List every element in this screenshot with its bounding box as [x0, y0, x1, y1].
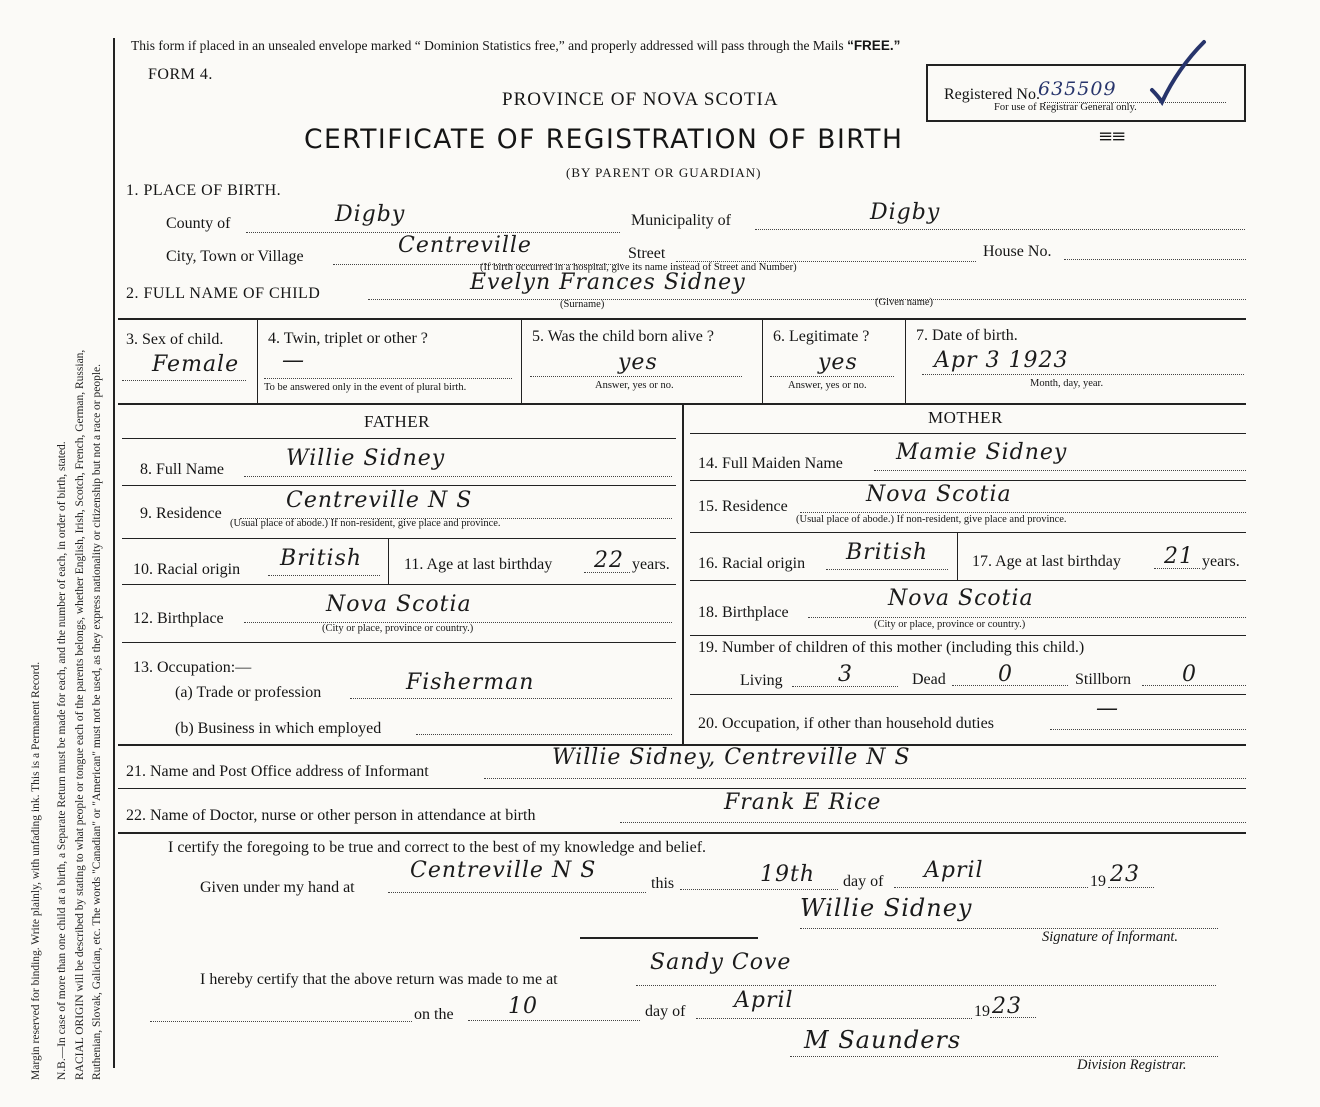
father-race-label: 10. Racial origin: [133, 561, 241, 578]
given-label: Given under my hand at: [200, 879, 355, 896]
county-value: Digby: [335, 202, 406, 227]
street-label: Street: [628, 245, 666, 262]
mail-notice: This form if placed in an unsealed envelope marked “ Dominion Statistics free,” and properly addressed will pass through the Mails “FREE.”: [131, 38, 901, 53]
margin-note-racial-origin: RACIAL ORIGIN will be described by stating to what people or tongue each of the parents belongs, whether English, Irish, Scotch, French, German, Russian,: [74, 349, 86, 1080]
mother-residence-value: Nova Scotia: [866, 482, 1012, 507]
informant-label: 21. Name and Post Office address of Informant: [126, 763, 429, 780]
place-of-birth-heading: 1. PLACE OF BIRTH.: [126, 182, 282, 199]
margin-note-binding: Margin reserved for binding. Write plainly, with unfading ink. This is a Permanent Record.: [30, 661, 42, 1080]
registrar-month-value: April: [734, 988, 794, 1013]
doctor-label: 22. Name of Doctor, nurse or other person in attendance at birth: [126, 807, 536, 824]
parents-divider: [682, 404, 684, 744]
page-subtitle: (BY PARENT OR GUARDIAN): [566, 165, 762, 180]
mother-occupation-value: —: [1096, 696, 1119, 721]
father-heading: FATHER: [364, 412, 430, 431]
father-name-label: 8. Full Name: [140, 461, 224, 478]
father-age-value: 22: [594, 548, 624, 573]
certify-year-prefix: 19: [1090, 873, 1106, 890]
certify-year-value: 23: [1110, 862, 1140, 887]
stillborn-value: 0: [1182, 662, 1197, 687]
certify-day-label: day of: [843, 873, 884, 890]
surname-note: (Surname): [560, 299, 605, 310]
father-age-label: 11. Age at last birthday: [404, 556, 553, 573]
informant-signature-label: Signature of Informant.: [1042, 929, 1179, 945]
mother-heading: MOTHER: [928, 408, 1003, 427]
mother-birthplace-label: 18. Birthplace: [698, 604, 789, 621]
father-residence-value: Centreville N S: [286, 488, 473, 513]
father-residence-note: (Usual place of abode.) If non-resident, give place and province.: [230, 518, 501, 529]
registrar-year-prefix: 19: [974, 1003, 990, 1020]
margin-note-plural-births: N.B.—In case of more than one child at a birth, a Separate Return must be made for each, and the number of each, in order of birth, stated.: [56, 441, 68, 1080]
mother-race-value: British: [846, 540, 929, 565]
father-trade-label: (a) Trade or profession: [175, 684, 322, 701]
registered-label: Registered No.: [944, 86, 1040, 103]
registrar-signature: M Saunders: [804, 1026, 962, 1054]
registrar-year-value: 23: [992, 994, 1022, 1019]
mother-race-label: 16. Racial origin: [698, 555, 806, 572]
municipality-value: Digby: [870, 200, 941, 225]
scribble-mark: ≡≡: [1098, 126, 1125, 147]
mother-residence-label: 15. Residence: [698, 498, 788, 515]
father-business-label: (b) Business in which employed: [175, 720, 382, 737]
given-name-note: (Given name): [875, 297, 934, 308]
certify-text: I certify the foregoing to be true and correct to the best of my knowledge and belief.: [168, 839, 707, 856]
father-name-value: Willie Sidney: [286, 446, 446, 471]
mother-name-value: Mamie Sidney: [896, 440, 1068, 465]
living-label: Living: [740, 672, 783, 689]
mother-birthplace-note: (City or place, province or country.): [874, 619, 1026, 630]
dob-label: 7. Date of birth.: [916, 327, 1018, 344]
mother-name-label: 14. Full Maiden Name: [698, 455, 843, 472]
registrar-text: I hereby certify that the above return was made to me at: [200, 971, 558, 988]
twin-note: To be answered only in the event of plural birth.: [264, 382, 467, 393]
hospital-note: (If birth occurred in a hospital, give its name instead of Street and Number): [480, 262, 797, 273]
registrar-place-value: Sandy Cove: [650, 950, 792, 975]
father-residence-label: 9. Residence: [140, 505, 222, 522]
mother-children-label: 19. Number of children of this mother (including this child.): [698, 639, 1085, 656]
city-label: City, Town or Village: [166, 248, 304, 265]
certify-day-value: 19th: [760, 862, 816, 887]
registrar-day-value: 10: [508, 994, 538, 1019]
stillborn-label: Stillborn: [1075, 671, 1132, 688]
father-birthplace-value: Nova Scotia: [326, 592, 472, 617]
this-label: this: [651, 875, 675, 892]
twin-value: —: [282, 348, 305, 373]
on-the-label: on the: [414, 1006, 454, 1023]
living-value: 3: [838, 662, 853, 687]
city-value: Centreville: [398, 233, 532, 258]
mother-age-label: 17. Age at last birthday: [972, 553, 1121, 570]
margin-note-racial-origin-cont: Ruthenian, Slovak, Galician, etc. The words "Canadian" or "American" must not be used, as they express nationality or citizenship but not a race or people.: [91, 363, 103, 1080]
legitimate-value: yes: [818, 350, 858, 375]
mother-birthplace-value: Nova Scotia: [888, 586, 1034, 611]
doctor-value: Frank E Rice: [724, 790, 882, 815]
sex-value: Female: [152, 352, 240, 377]
dob-value: Apr 3 1923: [934, 348, 1069, 373]
registrar-signature-label: Division Registrar.: [1077, 1057, 1187, 1073]
born-alive-label: 5. Was the child born alive ?: [532, 328, 714, 345]
house-number-label: House No.: [983, 243, 1052, 260]
twin-label: 4. Twin, triplet or other ?: [268, 330, 428, 347]
registered-number: 635509: [1038, 78, 1117, 100]
born-alive-value: yes: [618, 350, 658, 375]
registrar-note: For use of Registrar General only.: [994, 102, 1137, 113]
legitimate-label: 6. Legitimate ?: [773, 328, 870, 345]
mother-residence-note: (Usual place of abode.) If non-resident, give place and province.: [796, 514, 1067, 525]
municipality-label: Municipality of: [631, 212, 731, 229]
father-occupation-label: 13. Occupation:—: [133, 659, 252, 676]
mail-free: “FREE.”: [847, 38, 901, 53]
child-name-label: 2. FULL NAME OF CHILD: [126, 285, 321, 302]
mother-occupation-label: 20. Occupation, if other than household duties: [698, 715, 994, 732]
certify-month-value: April: [924, 858, 984, 883]
province-heading: PROVINCE OF NOVA SCOTIA: [502, 89, 779, 110]
form-number: FORM 4.: [148, 66, 213, 83]
father-age-unit: years.: [632, 556, 670, 573]
section-rule: [580, 937, 758, 939]
born-alive-note: Answer, yes or no.: [595, 380, 674, 391]
check-mark-icon: [1148, 38, 1208, 106]
page-title: CERTIFICATE OF REGISTRATION OF BIRTH: [304, 124, 904, 155]
given-place-value: Centreville N S: [410, 858, 597, 883]
dead-value: 0: [998, 662, 1013, 687]
father-birthplace-label: 12. Birthplace: [133, 610, 224, 627]
sex-label: 3. Sex of child.: [126, 331, 224, 348]
dead-label: Dead: [912, 671, 946, 688]
father-trade-value: Fisherman: [406, 670, 535, 695]
informant-value: Willie Sidney, Centreville N S: [552, 745, 911, 770]
registrar-day-label: day of: [645, 1003, 686, 1020]
mother-age-value: 21: [1164, 544, 1194, 569]
mother-age-unit: years.: [1202, 553, 1240, 570]
child-name-value: Evelyn Frances Sidney: [470, 270, 746, 295]
legitimate-note: Answer, yes or no.: [788, 380, 867, 391]
margin-rule: [113, 38, 115, 1068]
father-birthplace-note: (City or place, province or country.): [322, 623, 474, 634]
informant-signature: Willie Sidney: [800, 894, 973, 922]
county-label: County of: [166, 215, 231, 232]
dob-note: Month, day, year.: [1030, 378, 1104, 389]
father-race-value: British: [280, 546, 363, 571]
